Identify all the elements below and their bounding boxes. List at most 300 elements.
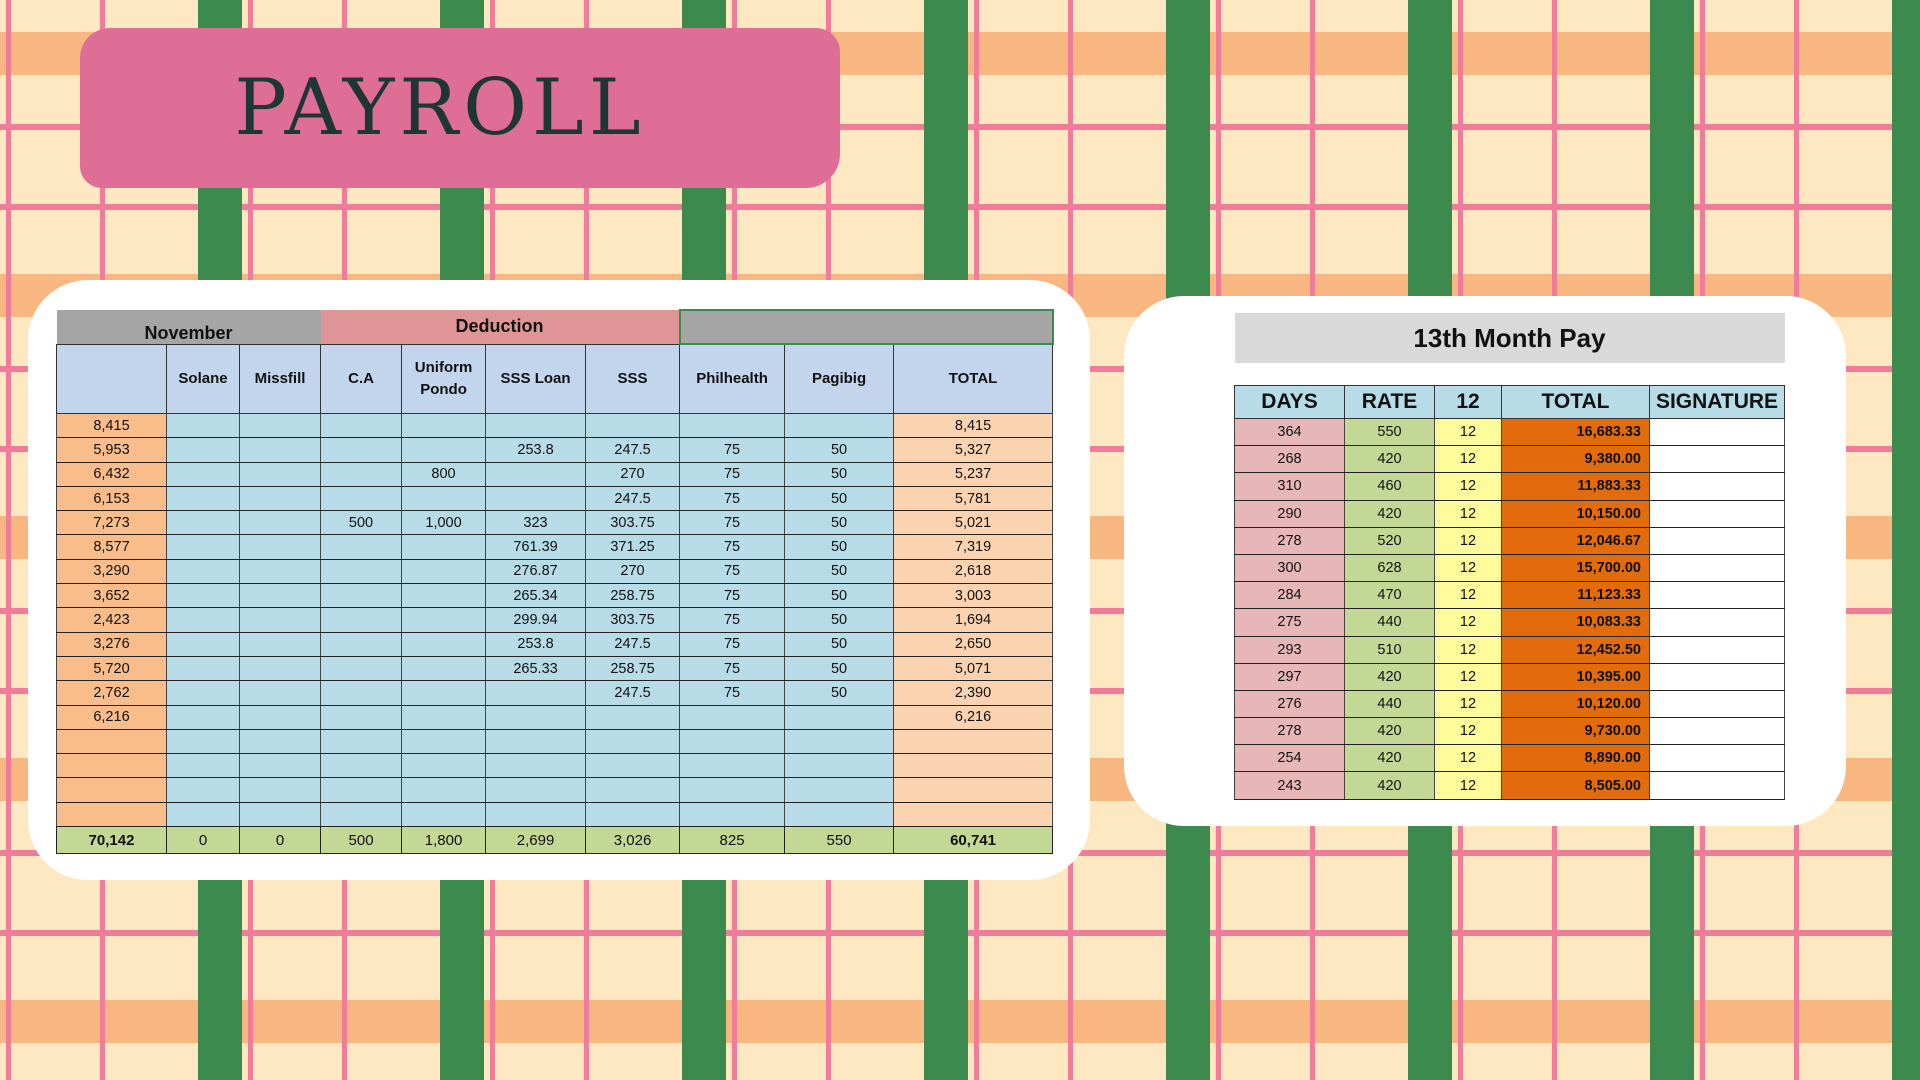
payroll-col-header: Philhealth [680, 344, 785, 414]
payroll-cell: 5,237 [894, 462, 1053, 486]
thirteenth-cell: 268 [1235, 446, 1345, 473]
payroll-cell [240, 705, 321, 729]
thirteenth-header-row [1235, 386, 1785, 419]
payroll-cell [57, 778, 167, 802]
payroll-cell: 270 [586, 559, 680, 583]
payroll-cell [680, 778, 785, 802]
payroll-col-header: SSS Loan [486, 344, 586, 414]
payroll-cell: 50 [785, 535, 894, 559]
thirteenth-cell: 12 [1435, 772, 1502, 799]
payroll-cell [240, 414, 321, 438]
payroll-cell [586, 754, 680, 778]
payroll-cell [785, 754, 894, 778]
payroll-cell [894, 754, 1053, 778]
payroll-cell [486, 486, 586, 510]
payroll-row [57, 705, 1053, 729]
payroll-cell [680, 802, 785, 826]
payroll-cell [894, 802, 1053, 826]
payroll-cell: 50 [785, 511, 894, 535]
payroll-cell [586, 729, 680, 753]
thirteenth-row [1235, 419, 1785, 446]
payroll-cell: 50 [785, 559, 894, 583]
payroll-cell: 276.87 [486, 559, 586, 583]
payroll-cell: 258.75 [586, 656, 680, 680]
payroll-cell [167, 486, 240, 510]
payroll-cell [586, 802, 680, 826]
thirteenth-cell: 310 [1235, 473, 1345, 500]
payroll-cell [402, 754, 486, 778]
thirteenth-cell: 275 [1235, 609, 1345, 636]
payroll-cell [402, 414, 486, 438]
payroll-cell [321, 559, 402, 583]
payroll-cell [167, 511, 240, 535]
payroll-cell: 50 [785, 486, 894, 510]
thirteenth-cell: 9,380.00 [1502, 446, 1650, 473]
signature-cell[interactable] [1650, 772, 1785, 799]
payroll-cell [240, 729, 321, 753]
thirteenth-col-header: DAYS [1235, 386, 1345, 419]
payroll-cell [402, 705, 486, 729]
thirteenth-cell: 12 [1435, 663, 1502, 690]
thirteenth-row [1235, 500, 1785, 527]
payroll-cell [785, 414, 894, 438]
payroll-col-header [57, 344, 167, 414]
payroll-cell [402, 559, 486, 583]
payroll-cell [486, 778, 586, 802]
payroll-total-cell: 60,741 [894, 827, 1053, 854]
thirteenth-cell: 276 [1235, 690, 1345, 717]
payroll-cell: 323 [486, 511, 586, 535]
payroll-cell: 303.75 [586, 511, 680, 535]
signature-cell[interactable] [1650, 636, 1785, 663]
payroll-col-header: Solane [167, 344, 240, 414]
thirteenth-cell: 12 [1435, 745, 1502, 772]
payroll-cell [321, 462, 402, 486]
thirteenth-col-header: 12 [1435, 386, 1502, 419]
payroll-cell [240, 535, 321, 559]
payroll-row [57, 681, 1053, 705]
payroll-total-cell: 500 [321, 827, 402, 854]
payroll-cell [240, 802, 321, 826]
payroll-cell: 50 [785, 462, 894, 486]
thirteenth-cell: 12 [1435, 419, 1502, 446]
payroll-total-cell: 1,800 [402, 827, 486, 854]
payroll-cell: 5,781 [894, 486, 1053, 510]
payroll-cell [321, 705, 402, 729]
payroll-cell [321, 584, 402, 608]
payroll-cell [402, 438, 486, 462]
thirteenth-cell: 420 [1345, 663, 1435, 690]
payroll-cell: 253.8 [486, 438, 586, 462]
payroll-cell [402, 802, 486, 826]
payroll-cell [240, 681, 321, 705]
payroll-cell [785, 778, 894, 802]
payroll-cell [402, 608, 486, 632]
thirteenth-cell: 300 [1235, 554, 1345, 581]
payroll-cell: 761.39 [486, 535, 586, 559]
payroll-cell [586, 705, 680, 729]
payroll-cell [680, 414, 785, 438]
payroll-row [57, 632, 1053, 656]
payroll-cell: 6,216 [894, 705, 1053, 729]
payroll-cell: 247.5 [586, 438, 680, 462]
thirteenth-cell: 278 [1235, 718, 1345, 745]
payroll-body [57, 414, 1053, 827]
thirteenth-cell: 460 [1345, 473, 1435, 500]
payroll-cell [486, 729, 586, 753]
thirteenth-cell: 254 [1235, 745, 1345, 772]
payroll-cell [240, 584, 321, 608]
payroll-cell: 5,327 [894, 438, 1053, 462]
thirteenth-cell: 12,046.67 [1502, 527, 1650, 554]
payroll-row [57, 584, 1053, 608]
thirteenth-cell: 364 [1235, 419, 1345, 446]
payroll-cell [321, 681, 402, 705]
thirteenth-cell: 11,883.33 [1502, 473, 1650, 500]
payroll-col-header: Missfill [240, 344, 321, 414]
payroll-cell [240, 438, 321, 462]
payroll-cell: 75 [680, 632, 785, 656]
payroll-col-header: Uniform Pondo [402, 344, 486, 414]
thirteenth-cell: 278 [1235, 527, 1345, 554]
payroll-cell: 8,577 [57, 535, 167, 559]
payroll-row [57, 608, 1053, 632]
payroll-total-cell: 550 [785, 827, 894, 854]
thirteenth-cell: 10,150.00 [1502, 500, 1650, 527]
thirteenth-row [1235, 690, 1785, 717]
payroll-cell: 800 [402, 462, 486, 486]
payroll-cell: 50 [785, 656, 894, 680]
thirteenth-cell: 12 [1435, 554, 1502, 581]
thirteenth-row [1235, 609, 1785, 636]
payroll-cell: 5,021 [894, 511, 1053, 535]
payroll-cell [894, 729, 1053, 753]
thirteenth-cell: 420 [1345, 718, 1435, 745]
payroll-cell: 2,762 [57, 681, 167, 705]
thirteenth-cell: 10,120.00 [1502, 690, 1650, 717]
payroll-cell: 258.75 [586, 584, 680, 608]
payroll-cell [240, 511, 321, 535]
thirteenth-cell: 12 [1435, 609, 1502, 636]
payroll-cell: 500 [321, 511, 402, 535]
payroll-cell: 8,415 [894, 414, 1053, 438]
payroll-cell: 3,290 [57, 559, 167, 583]
payroll-cell: 50 [785, 681, 894, 705]
signature-cell[interactable] [1650, 446, 1785, 473]
thirteenth-cell: 8,505.00 [1502, 772, 1650, 799]
thirteenth-cell: 297 [1235, 663, 1345, 690]
signature-cell[interactable] [1650, 419, 1785, 446]
band-november: November [57, 310, 321, 344]
payroll-cell [240, 608, 321, 632]
thirteenth-cell: 12,452.50 [1502, 636, 1650, 663]
payroll-cell: 75 [680, 559, 785, 583]
thirteenth-title: 13th Month Pay [1235, 313, 1785, 363]
payroll-cell [321, 438, 402, 462]
thirteenth-row [1235, 473, 1785, 500]
payroll-cell: 5,953 [57, 438, 167, 462]
payroll-cell: 270 [586, 462, 680, 486]
payroll-cell [57, 729, 167, 753]
payroll-cell [321, 754, 402, 778]
signature-cell[interactable] [1650, 663, 1785, 690]
signature-cell[interactable] [1650, 582, 1785, 609]
payroll-row [57, 462, 1053, 486]
payroll-cell [167, 438, 240, 462]
thirteenth-body [1235, 419, 1785, 800]
payroll-cell [486, 754, 586, 778]
thirteenth-cell: 16,683.33 [1502, 419, 1650, 446]
payroll-cell: 75 [680, 462, 785, 486]
payroll-cell: 2,390 [894, 681, 1053, 705]
thirteenth-cell: 10,395.00 [1502, 663, 1650, 690]
payroll-cell: 75 [680, 535, 785, 559]
payroll-cell [402, 778, 486, 802]
payroll-cell: 6,216 [57, 705, 167, 729]
payroll-row [57, 535, 1053, 559]
payroll-cell [240, 656, 321, 680]
thirteenth-row [1235, 745, 1785, 772]
thirteenth-row [1235, 446, 1785, 473]
thirteenth-row [1235, 582, 1785, 609]
payroll-cell [321, 656, 402, 680]
thirteenth-cell: 15,700.00 [1502, 554, 1650, 581]
payroll-cell: 3,276 [57, 632, 167, 656]
payroll-cell: 2,423 [57, 608, 167, 632]
payroll-cell [321, 414, 402, 438]
thirteenth-cell: 440 [1345, 609, 1435, 636]
band-deduction: Deduction [321, 310, 680, 344]
payroll-cell [486, 802, 586, 826]
band-blank [680, 310, 1053, 344]
payroll-row [57, 656, 1053, 680]
payroll-cell [167, 778, 240, 802]
thirteenth-cell: 510 [1345, 636, 1435, 663]
thirteenth-cell: 12 [1435, 636, 1502, 663]
payroll-cell [321, 802, 402, 826]
payroll-cell [785, 802, 894, 826]
thirteenth-cell: 290 [1235, 500, 1345, 527]
payroll-totals-row [57, 827, 1053, 854]
thirteenth-cell: 8,890.00 [1502, 745, 1650, 772]
thirteenth-cell: 284 [1235, 582, 1345, 609]
thirteenth-cell: 11,123.33 [1502, 582, 1650, 609]
payroll-cell [586, 778, 680, 802]
payroll-cell [486, 414, 586, 438]
thirteenth-row [1235, 718, 1785, 745]
payroll-cell [680, 705, 785, 729]
payroll-cell [240, 559, 321, 583]
signature-cell[interactable] [1650, 718, 1785, 745]
payroll-cell [167, 608, 240, 632]
payroll-cell [167, 802, 240, 826]
payroll-col-header: Pagibig [785, 344, 894, 414]
thirteenth-month-table [1234, 313, 1785, 800]
payroll-cell [486, 681, 586, 705]
thirteenth-cell: 12 [1435, 527, 1502, 554]
thirteenth-cell: 12 [1435, 500, 1502, 527]
payroll-cell [240, 462, 321, 486]
signature-cell[interactable] [1650, 690, 1785, 717]
signature-cell[interactable] [1650, 745, 1785, 772]
payroll-cell [167, 462, 240, 486]
payroll-row [57, 438, 1053, 462]
payroll-cell: 253.8 [486, 632, 586, 656]
payroll-cell [167, 535, 240, 559]
payroll-row [57, 511, 1053, 535]
payroll-cell [402, 632, 486, 656]
thirteenth-col-header: TOTAL [1502, 386, 1650, 419]
thirteenth-col-header: RATE [1345, 386, 1435, 419]
payroll-cell: 247.5 [586, 681, 680, 705]
payroll-cell: 75 [680, 486, 785, 510]
payroll-cell [167, 559, 240, 583]
thirteenth-row [1235, 636, 1785, 663]
payroll-cell: 75 [680, 511, 785, 535]
payroll-cell: 3,003 [894, 584, 1053, 608]
thirteenth-cell: 12 [1435, 446, 1502, 473]
title-banner [80, 28, 840, 188]
payroll-cell [402, 656, 486, 680]
thirteenth-cell: 420 [1345, 446, 1435, 473]
payroll-cell [402, 681, 486, 705]
thirteenth-cell: 9,730.00 [1502, 718, 1650, 745]
payroll-total-cell: 3,026 [586, 827, 680, 854]
thirteenth-row [1235, 772, 1785, 799]
page-title: PAYROLL [234, 63, 646, 153]
payroll-cell: 75 [680, 584, 785, 608]
thirteenth-cell: 550 [1345, 419, 1435, 446]
payroll-cell: 75 [680, 656, 785, 680]
thirteenth-row [1235, 554, 1785, 581]
thirteenth-row [1235, 663, 1785, 690]
payroll-cell [57, 802, 167, 826]
payroll-cell: 50 [785, 438, 894, 462]
thirteenth-col-header: SIGNATURE [1650, 386, 1785, 419]
payroll-row [57, 414, 1053, 438]
payroll-cell [167, 656, 240, 680]
payroll-cell [680, 729, 785, 753]
payroll-cell [240, 486, 321, 510]
payroll-row [57, 778, 1053, 802]
payroll-cell [57, 754, 167, 778]
payroll-cell [167, 414, 240, 438]
payroll-cell [167, 729, 240, 753]
signature-cell[interactable] [1650, 500, 1785, 527]
payroll-cell: 6,432 [57, 462, 167, 486]
payroll-cell [167, 681, 240, 705]
payroll-cell: 8,415 [57, 414, 167, 438]
payroll-col-header: SSS [586, 344, 680, 414]
thirteenth-cell: 243 [1235, 772, 1345, 799]
payroll-col-header: C.A [321, 344, 402, 414]
payroll-cell: 303.75 [586, 608, 680, 632]
payroll-cell: 247.5 [586, 632, 680, 656]
payroll-row [57, 486, 1053, 510]
payroll-cell: 247.5 [586, 486, 680, 510]
thirteenth-cell: 520 [1345, 527, 1435, 554]
payroll-cell [321, 778, 402, 802]
payroll-cell [240, 754, 321, 778]
signature-cell[interactable] [1650, 554, 1785, 581]
payroll-cell: 75 [680, 438, 785, 462]
payroll-cell: 1,000 [402, 511, 486, 535]
payroll-col-header: TOTAL [894, 344, 1053, 414]
payroll-cell [321, 535, 402, 559]
payroll-cell: 6,153 [57, 486, 167, 510]
payroll-cell: 5,720 [57, 656, 167, 680]
thirteenth-row [1235, 527, 1785, 554]
thirteenth-cell: 420 [1345, 500, 1435, 527]
payroll-row [57, 729, 1053, 753]
payroll-table [56, 309, 1054, 854]
payroll-cell [402, 535, 486, 559]
payroll-cell [167, 584, 240, 608]
thirteenth-cell: 470 [1345, 582, 1435, 609]
payroll-total-cell: 0 [167, 827, 240, 854]
payroll-cell [321, 486, 402, 510]
payroll-cell: 265.34 [486, 584, 586, 608]
signature-cell[interactable] [1650, 473, 1785, 500]
signature-cell[interactable] [1650, 527, 1785, 554]
thirteenth-cell: 420 [1345, 772, 1435, 799]
payroll-cell: 75 [680, 608, 785, 632]
payroll-cell [167, 754, 240, 778]
payroll-cell: 7,273 [57, 511, 167, 535]
payroll-cell [240, 632, 321, 656]
payroll-cell: 265.33 [486, 656, 586, 680]
thirteenth-cell: 440 [1345, 690, 1435, 717]
payroll-cell [402, 729, 486, 753]
payroll-cell [321, 729, 402, 753]
payroll-cell [486, 462, 586, 486]
payroll-cell: 50 [785, 584, 894, 608]
payroll-cell [894, 778, 1053, 802]
thirteenth-cell: 628 [1345, 554, 1435, 581]
thirteenth-cell: 293 [1235, 636, 1345, 663]
payroll-cell [785, 729, 894, 753]
payroll-cell [240, 778, 321, 802]
payroll-cell [402, 486, 486, 510]
payroll-header-row [57, 344, 1053, 414]
payroll-cell: 50 [785, 608, 894, 632]
thirteenth-cell: 12 [1435, 718, 1502, 745]
payroll-total-cell: 0 [240, 827, 321, 854]
payroll-cell [586, 414, 680, 438]
thirteenth-cell: 10,083.33 [1502, 609, 1650, 636]
payroll-total-cell: 825 [680, 827, 785, 854]
payroll-cell [167, 705, 240, 729]
thirteenth-cell: 12 [1435, 690, 1502, 717]
payroll-cell [167, 632, 240, 656]
payroll-cell: 1,694 [894, 608, 1053, 632]
payroll-cell: 7,319 [894, 535, 1053, 559]
signature-cell[interactable] [1650, 609, 1785, 636]
payroll-cell: 299.94 [486, 608, 586, 632]
payroll-total-cell: 2,699 [486, 827, 586, 854]
payroll-cell [486, 705, 586, 729]
payroll-row [57, 559, 1053, 583]
thirteenth-cell: 12 [1435, 473, 1502, 500]
payroll-cell [785, 705, 894, 729]
payroll-cell: 75 [680, 681, 785, 705]
payroll-cell [402, 584, 486, 608]
thirteenth-cell: 420 [1345, 745, 1435, 772]
payroll-cell: 50 [785, 632, 894, 656]
payroll-total-cell: 70,142 [57, 827, 167, 854]
payroll-cell: 2,618 [894, 559, 1053, 583]
payroll-cell [321, 632, 402, 656]
